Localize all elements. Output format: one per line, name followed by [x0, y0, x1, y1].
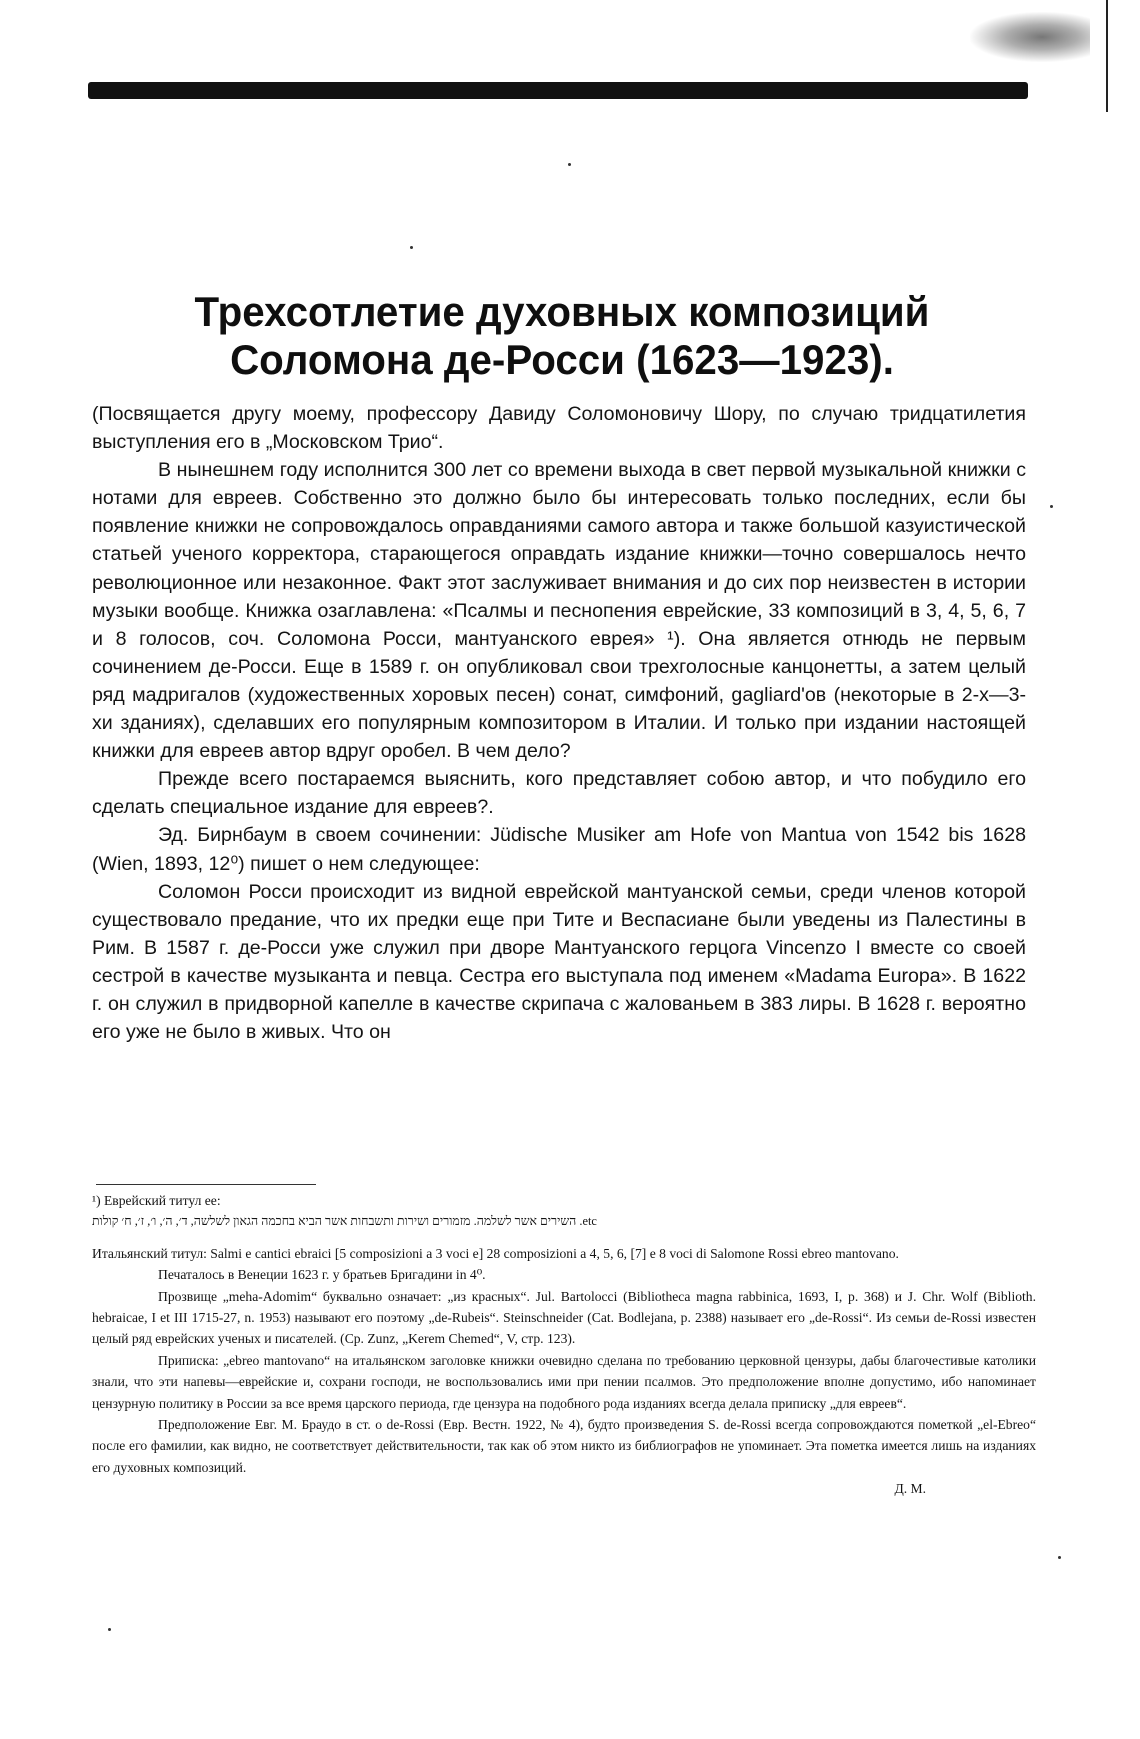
dedication: (Посвящается другу моему, профессору Давиду Соломоновичу Шору, по случаю тридцатилетия выступления его в „Московском Трио“. — [92, 403, 1026, 454]
author-signature: Д. М. — [894, 1481, 926, 1497]
footnote-item: Итальянский титул: Salmi e cantici ebraici [5 composizioni a 3 voci e] 28 composizioni a 4, 5, 6, [7] e 8 voci di Salomone Rossi ebreo mantovano. — [92, 1245, 899, 1261]
footnote-item: Печаталось в Венеции 1623 г. у братьев Бригадини in 4⁰. — [158, 1267, 486, 1283]
footnote-separator — [96, 1184, 316, 1185]
title-line-2: Соломона де-Росси (1623—1923). — [230, 336, 894, 383]
footnote-gap — [92, 1233, 1036, 1243]
speck — [1050, 505, 1053, 508]
body-paragraph: В нынешнем году исполнится 300 лет со времени выхода в свет первой музыкальной книжки с нотами для евреев. Собственно это должно было бы интересовать только последних, если бы появление книжки не сопровождалось оправданиями самого автора и также большой казуистической статьей ученого корректора, старающегося оправдать издание книжки—точно совершалось нечто революционное или незаконное. Факт этот заслуживает внимания и до сих пор неизвестен в истории музыки вообще. Книжка озаглавлена: «Псалмы и песнопения еврейские, 33 композиций в 3, 4, 5, 6, 7 и 8 голосов, соч. Соломона Росси, мантуанского еврея» ¹). Она является отнюдь не первым сочинением де-Росси. Еще в 1589 г. он опубликовал свои трехголосные канцонетты, а затем целый ряд мадригалов (художественных хоровых песен) сонат, симфоний, gagliard'ов (некоторые в 2-х—3-хи зданиях), сделавших его популярным композитором в Италии. И только при издании настоящей книжки для евреев автор вдруг оробел. В чем дело? — [92, 459, 1026, 763]
top-rule — [88, 82, 1028, 99]
body-paragraph: Соломон Росси происходит из видной еврейской мантуанской семьи, среди членов которой существовало предание, что их предки еще при Тите и Веспасиане были уведены из Палестины в Рим. В 1587 г. де-Росси уже служил при дворе Мантуанского герцога Vincenzo I вместе со своей сестрой в качестве музыканта и певца. Сестра его выступала под именем «Madama Europa». В 1622 г. он служил в придворной капелле в качестве скрипача с жалованьем в 383 лиры. В 1628 г. вероятно его уже не было в живых. Что он — [92, 880, 1026, 1044]
speck — [108, 1628, 111, 1631]
article-body — [92, 400, 1026, 1046]
body-paragraph: Эд. Бирнбаум в своем сочинении: Jüdische Musiker am Hofe von Mantua von 1542 bis 1628 (Wien, 1893, 12⁰) пишет о нем следующее: — [92, 824, 1026, 875]
footnote-item: Предположение Евг. М. Браудо в ст. о de-Rossi (Евр. Вестн. 1922, № 4), будто произведения S. de-Rossi всегда сопровождаются пометкой „el-Ebreo“ после его фамилии, как видно, не соответствует действительности, так как об этом никто из библиографов не упоминает. Эта пометка имеется лишь на изданиях его духовных композиций. — [92, 1417, 1036, 1475]
speck — [1058, 1556, 1061, 1559]
body-paragraph: Прежде всего постараемся выяснить, кого представляет собою автор, и что побудило его сделать специальное издание для евреев?. — [92, 768, 1026, 819]
hebrew-title-text — [92, 1211, 1036, 1232]
footnote-item: Приписка: „ebreo mantovano“ на итальянском заголовке книжки очевидно сделана по требованию церковной цензуры, дабы благочестивые католики знали, что эти напевы—еврейские и, сохрани господи, не воспользовались ими при пении псалмов. Это предположение вполне допустимо, ибо напоминает цензурную политику в России за все время царского периода, где цензура на подобного рода изданиях всегда делала приписку „для евреев“. — [92, 1352, 1036, 1411]
article-title — [111, 288, 1013, 384]
corner-print-smudge — [970, 12, 1090, 62]
signature-row — [92, 1478, 1036, 1499]
hebrew-title-suffix: etc. — [579, 1214, 597, 1229]
footnotes — [92, 1190, 1036, 1500]
title-line-1: Трехсотлетие духовных композиций — [194, 288, 930, 335]
hebrew-title-label: ¹) Еврейский титул ее: — [92, 1193, 221, 1208]
page-edge-line — [1106, 0, 1108, 112]
footnote-item: Прозвище „meha-Adomim“ буквально означает: „из красных“. Jul. Bartolocci (Bibliotheca magna rabbinica, 1693, I, p. 368) и J. Chr. Wolf (Biblioth. hebraicae, I et III 1715-27, n. 1953) называют его поэтому „de-Rubeis“. Steinschneider (Cat. Bodlejana, p. 2388) называет его „de-Rossi“. Из семьи de-Rossi известен целый ряд еврейских ученых и писателей. (Ср. Zunz, „Kerem Chemed“, V, стр. 123). — [92, 1288, 1036, 1347]
speck — [568, 163, 571, 166]
hebrew-title-body: השירים אשר לשלמה. מזמורים ושירות ותשבחות אשר הביא בחכמה הגאון לשלשה, ד׳, ה׳, ו׳, ז׳, ח׳ קולות — [92, 1214, 577, 1229]
speck — [410, 246, 413, 249]
